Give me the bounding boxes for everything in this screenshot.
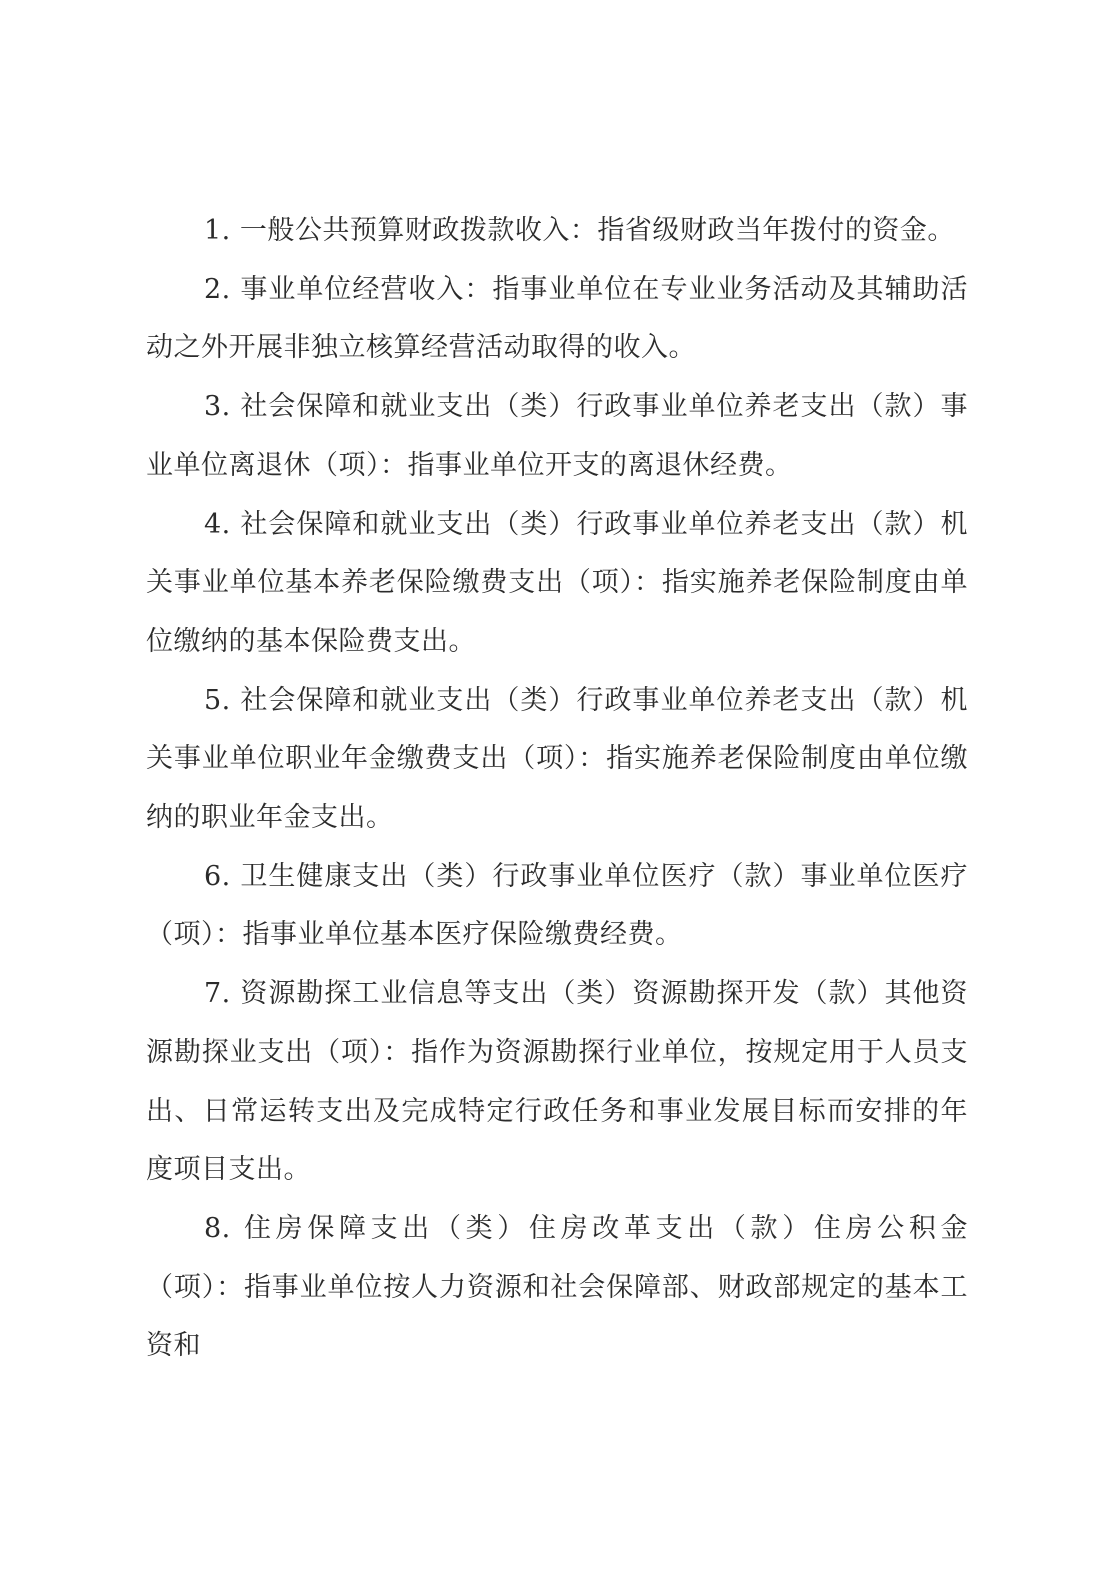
paragraph-6: 6. 卫生健康支出（类）行政事业单位医疗（款）事业单位医疗（项）：指事业单位基本医疗保险缴费经费。 bbox=[146, 860, 968, 951]
document-body bbox=[146, 202, 968, 1376]
paragraph-8: 8. 住房保障支出（类）住房改革支出（款）住房公积金（项）：指事业单位按人力资源和社会保障部、财政部规定的基本工资和 bbox=[146, 1212, 968, 1362]
paragraph-2: 2. 事业单位经营收入：指事业单位在专业业务活动及其辅助活动之外开展非独立核算经营活动取得的收入。 bbox=[146, 273, 968, 364]
paragraph-7: 7. 资源勘探工业信息等支出（类）资源勘探开发（款）其他资源勘探业支出（项）：指作为资源勘探行业单位，按规定用于人员支出、日常运转支出及完成特定行政任务和事业发展目标而安排的年度项目支出。 bbox=[146, 978, 968, 1186]
paragraph-4: 4. 社会保障和就业支出（类）行政事业单位养老支出（款）机关事业单位基本养老保险缴费支出（项）：指实施养老保险制度由单位缴纳的基本保险费支出。 bbox=[146, 508, 968, 657]
paragraph-3: 3. 社会保障和就业支出（类）行政事业单位养老支出（款）事业单位离退休（项）：指事业单位开支的离退休经费。 bbox=[146, 391, 968, 481]
paragraph-1: 1. 一般公共预算财政拨款收入：指省级财政当年拨付的资金。 bbox=[204, 215, 955, 246]
paragraph-5: 5. 社会保障和就业支出（类）行政事业单位养老支出（款）机关事业单位职业年金缴费支出（项）：指实施养老保险制度由单位缴纳的职业年金支出。 bbox=[146, 684, 968, 834]
